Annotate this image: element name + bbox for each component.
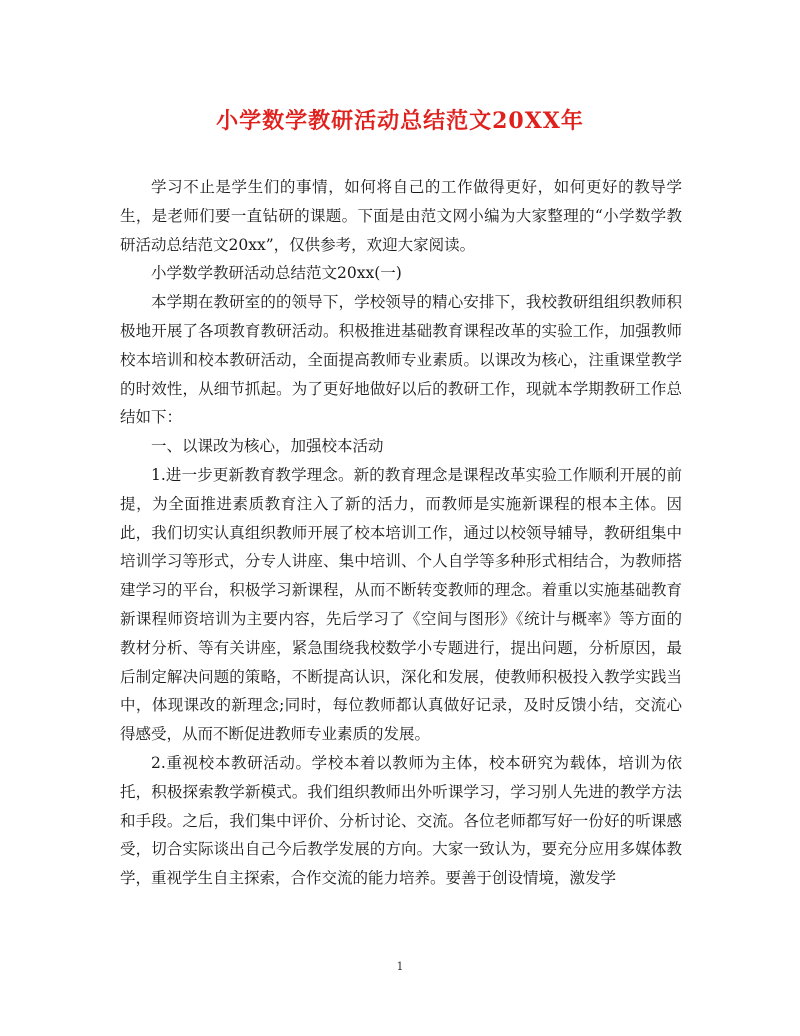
paragraph-subtitle: 小学数学教研活动总结范文20xx(一): [151, 264, 402, 283]
paragraph-intro: 学习不止是学生们的事情，如何将自己的工作做得更好，如何更好的教导学生，是老师们要一直钻研的课题。下面是由范文网小编为大家整理的“小学数学教研活动总结范文20xx”，仅供参考，欢迎大家阅读。: [120, 178, 682, 254]
document-title: 小学数学教研活动总结范文20XX年: [216, 108, 584, 134]
document-body: [120, 173, 682, 893]
paragraph-item-2: 2.重视校本教研活动。学校本着以教师为主体，校本研究为载体，培训为依托，积极探索教学新模式。我们组织教师出外听课学习，学习别人先进的教学方法和手段。之后，我们集中评价、分析讨论、交流。各位老师都写好一份好的听课感受，切合实际谈出自己今后教学发展的方向。大家一致认为，要充分应用多媒体教学，重视学生自主探索，合作交流的能力培养。要善于创设情境，激发学: [120, 753, 682, 888]
page-number: 1: [396, 960, 404, 973]
paragraph-item-1: 1.进一步更新教育教学理念。新的教育理念是课程改革实验工作顺利开展的前提，为全面推进素质教育注入了新的活力，而教师是实施新课程的根本主体。因此，我们切实认真组织教师开展了校本培训工作，通过以校领导辅导，教研组集中培训学习等形式，分专人讲座、集中培训、个人自学等多种形式相结合，为教师搭建学习的平台，积极学习新课程，从而不断转变教师的理念。着重以实施基础教育新课程师资培训为主要内容，先后学习了《空间与图形》《统计与概率》等方面的教材分析、等有关讲座，紧急围绕我校数学小专题进行，提出问题，分析原因，最后制定解决问题的策略，不断提高认识，深化和发展，使教师积极投入教学实践当中，体现课改的新理念;同时，每位教师都认真做好记录，及时反馈小结，交流心得感受，从而不断促进教师专业素质的发展。: [120, 465, 682, 744]
paragraph-overview: 本学期在教研室的的领导下，学校领导的精心安排下，我校教研组组织教师积极地开展了各项教育教研活动。积极推进基础教育课程改革的实验工作，加强教师校本培训和校本教研活动，全面提高教师专业素质。以课改为核心，注重课堂教学的时效性，从细节抓起。为了更好地做好以后的教研工作，现就本学期教研工作总结如下：: [120, 293, 682, 427]
section-heading-1: 一、以课改为核心，加强校本活动: [151, 437, 384, 456]
